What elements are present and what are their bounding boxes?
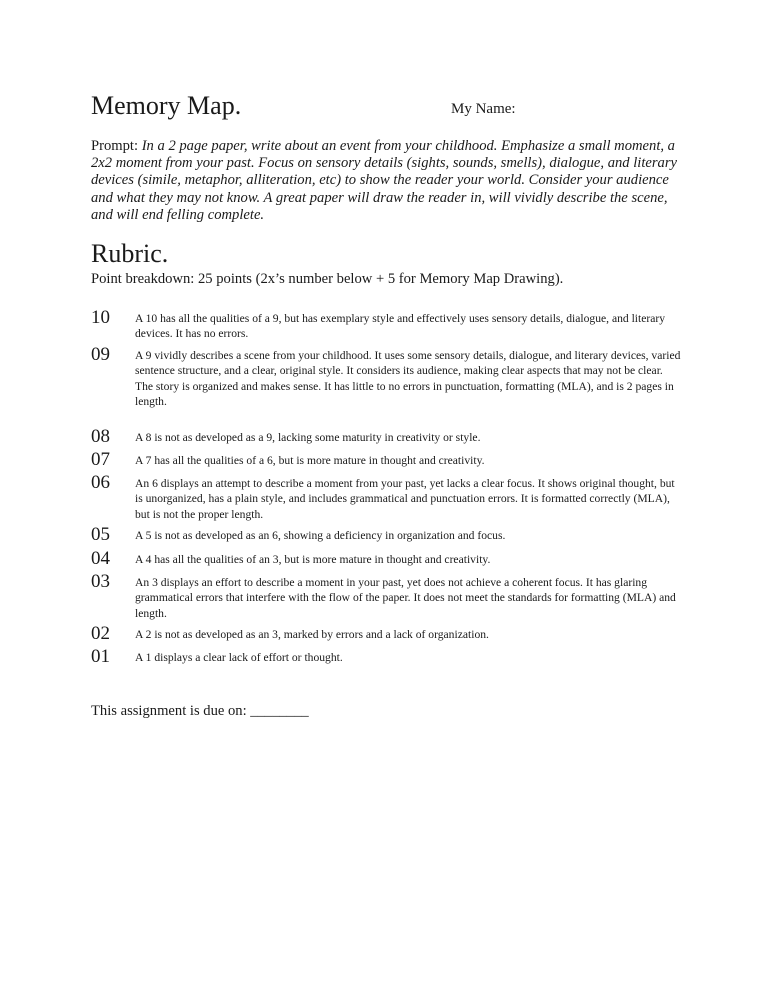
score-number: 05 <box>91 524 110 545</box>
score-description: An 6 displays an attempt to describe a moment from your past, yet lacks a clear focus. It shows original thought, but is unorganized, has a plain style, and includes grammatical and punctuation errors. It is formatted correctly (MLA), but is not the proper length. <box>135 477 675 521</box>
point-breakdown: Point breakdown: 25 points (2x’s number below + 5 for Memory Map Drawing). <box>91 271 564 287</box>
score-description: A 7 has all the qualities of a 6, but is more mature in thought and creativity. <box>135 454 485 467</box>
score-number: 08 <box>91 426 110 447</box>
score-description: A 5 is not as developed as an 6, showing a deficiency in organization and focus. <box>135 529 506 542</box>
score-description: A 1 displays a clear lack of effort or thought. <box>135 651 343 664</box>
score-number: 07 <box>91 449 110 470</box>
score-description: A 9 vividly describes a scene from your childhood. It uses some sensory details, dialogue, and literary devices, varied sentence structure, and a clear, original style. It considers its audience, making clear aspects that may not be clear. The story is organized and makes sense. It has little to no errors in punctuation, formatting (MLA), and is 2 pages in length. <box>135 349 681 409</box>
rubric-title: Rubric. <box>91 239 169 268</box>
score-number: 09 <box>91 344 110 365</box>
prompt-paragraph <box>91 138 683 224</box>
score-description: An 3 displays an effort to describe a moment in your past, yet does not achieve a coherent focus. It has glaring grammatical errors that interfere with the flow of the paper. It does not meet the standards for formatting (MLA) and length. <box>135 576 676 620</box>
name-label: My Name: <box>451 101 516 117</box>
page-title: Memory Map. <box>91 91 242 120</box>
score-number: 01 <box>91 646 110 667</box>
score-number: 10 <box>91 307 110 328</box>
due-date-line: This assignment is due on: ________ <box>91 703 309 719</box>
score-description: A 8 is not as developed as a 9, lacking some maturity in creativity or style. <box>135 431 481 444</box>
score-number: 02 <box>91 623 110 644</box>
score-description: A 2 is not as developed as an 3, marked by errors and a lack of organization. <box>135 628 489 641</box>
prompt-label: Prompt: <box>91 138 142 154</box>
score-description: A 10 has all the qualities of a 9, but has exemplary style and effectively uses sensory details, dialogue, and literary devices. It has no errors. <box>135 312 666 341</box>
prompt-body: In a 2 page paper, write about an event from your childhood. Emphasize a small moment, a 2x2 moment from your past. Focus on sensory details (sights, sounds, smells), dialogue, and literary devices (simile, metaphor, alliteration, etc) to show the reader your world. Consider your audience and what they may not know. A great paper will draw the reader in, will vividly describe the scene, and will end felling complete. <box>91 138 678 223</box>
score-number: 06 <box>91 472 110 493</box>
score-number: 03 <box>91 571 110 592</box>
score-number: 04 <box>91 548 110 569</box>
score-description: A 4 has all the qualities of an 3, but is more mature in thought and creativity. <box>135 553 491 566</box>
